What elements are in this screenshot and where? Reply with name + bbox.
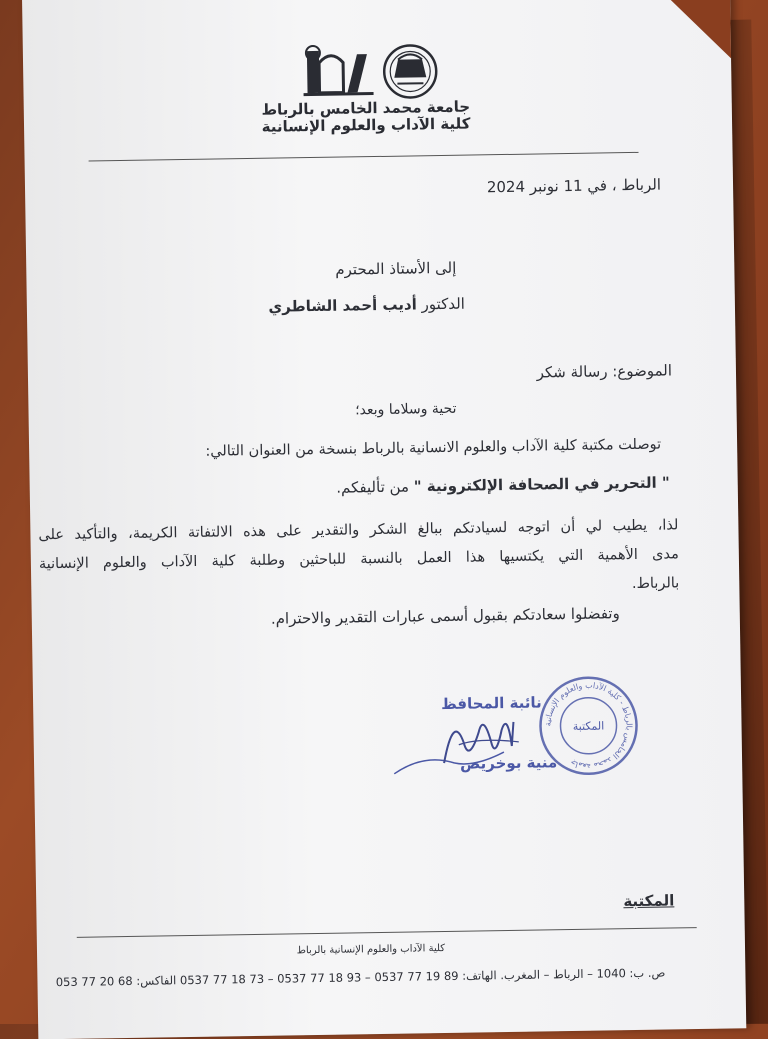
recipient-prefix: الدكتور — [421, 295, 465, 314]
body-paragraph-1: توصلت مكتبة كلية الآداب والعلوم الانسانية بالرباط بنسخة من العنوان التالي: — [205, 437, 661, 460]
letter-date: الرباط ، في 11 نونبر 2024 — [487, 176, 661, 197]
body-paragraph-2-line-2: مدى الأهمية التي يكتسيها هذا العمل بالنسبة للباحثين وطلبة كلية الآداب والعلوم الإنسانية — [39, 540, 679, 579]
letter-page — [22, 0, 746, 1039]
footer-library-label: المكتبة — [623, 891, 674, 910]
signature-title: نائبة المحافظ — [441, 693, 542, 713]
stamp-ring-text: جامعة محمد الخامس بالرباط - كلية الآداب والعلوم الإنسانية — [543, 680, 634, 772]
body-paragraph-2-line-3: بالرباط. — [39, 569, 679, 608]
book-title-line — [336, 473, 670, 496]
footer-divider — [77, 927, 697, 938]
body-paragraph-2-line-1: لذا، يطيب لي أن اتوجه لسيادتكم ببالغ الشكر والتقدير على هذه الالتفاتة الكريمة، والتأكيد على — [38, 511, 678, 550]
faculty-emblem-icon — [285, 41, 456, 104]
footer-address: كلية الآداب والعلوم الإنسانية بالرباط — [297, 943, 445, 956]
letter-closing: وتفضلوا سعادتكم بقبول أسمى عبارات التقدير والاحترام. — [271, 604, 620, 627]
letter-greeting: تحية وسلاما وبعد؛ — [355, 401, 457, 419]
book-title: " التحرير في الصحافة الإلكترونية " — [414, 473, 670, 495]
header-divider — [89, 152, 639, 162]
signature-name: منية بوخريص — [460, 753, 557, 773]
recipient-name-line — [268, 295, 465, 316]
letter-subject: الموضوع: رسالة شكر — [537, 361, 673, 381]
book-title-suffix: من تأليفكم. — [336, 478, 409, 497]
body-paragraph-2 — [38, 511, 679, 608]
recipient-name: أديب أحمد الشاطري — [268, 295, 417, 315]
university-name — [256, 98, 477, 135]
stamp-center-text: المكتبة — [573, 720, 605, 733]
university-line: جامعة محمد الخامس بالرباط — [256, 98, 476, 118]
footer-contact: ص. ب: 1040 – الرباط – المغرب. الهاتف: 89 19 77 0537 – 93 18 77 0537 – 73 18 77 0537 الفاكس: 68 20 77 053 — [56, 966, 666, 990]
faculty-line: كلية الآداب والعلوم الإنسانية — [256, 115, 476, 135]
recipient-line: إلى الأستاذ المحترم — [335, 259, 456, 279]
